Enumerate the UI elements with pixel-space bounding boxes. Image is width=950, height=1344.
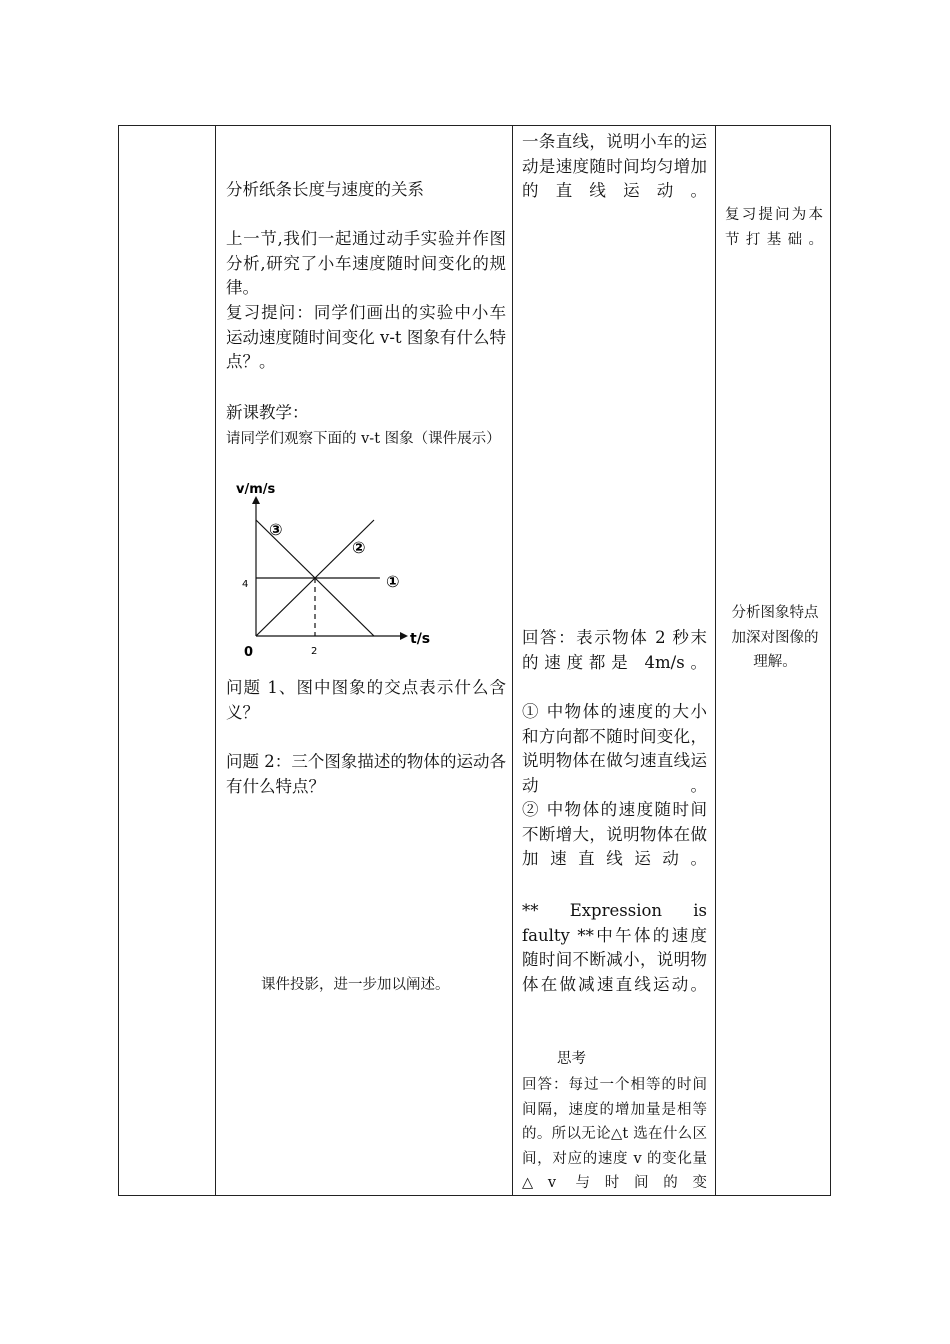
- column-divider: [215, 126, 216, 1195]
- note-review: 复习提问为本节打基础。: [725, 207, 823, 248]
- col3-top-text: 一条直线，说明小车的运动是速度随时间均匀增加的直线运动。: [522, 132, 707, 200]
- column-divider: [512, 126, 513, 1195]
- answer-2: 回答：每过一个相等的时间间隔，速度的增加量是相等的。所以无论△t 选在什么区间，对应的速度 v 的变化量△v 与时间的变: [522, 1077, 707, 1191]
- col2-review-question: 复习提问：同学们画出的实验中小车运动速度随时间变化 v-t 图象有什么特点？。: [226, 303, 506, 371]
- note-analysis: 分析图象特点加深对图像的理解。: [731, 605, 819, 670]
- answer-motion-2: ② 中物体的速度随时间不断增大，说明物体在做加速直线运动。: [522, 800, 707, 868]
- lesson-table: [118, 125, 831, 1196]
- projection-note: 课件投影，进一步加以阐述。: [261, 977, 450, 993]
- vt-chart: [226, 476, 466, 661]
- answer-motion-3: ** Expression is faulty **中午体的速度随时间不断减小，说明物体在做减速直线运动。: [522, 901, 707, 994]
- answer-1: 回答：表示物体 2 秒末的速度都是 4m/s。: [522, 628, 707, 672]
- question-1: 问题 1、图中图象的交点表示什么含义？: [226, 678, 506, 722]
- x-tick-label: 2: [311, 646, 318, 657]
- col2-new-lesson: 新课教学：: [226, 403, 309, 422]
- y-axis-label: v/m/s: [236, 482, 276, 497]
- col2-intro: 上一节,我们一起通过动手实验并作图分析,研究了小车速度随时间变化的规律。: [226, 229, 506, 297]
- column-divider: [715, 126, 716, 1195]
- series-label-3: ③: [269, 520, 283, 539]
- think-label: 思考: [557, 1051, 586, 1067]
- question-2: 问题 2：三个图象描述的物体的运动各有什么特点？: [226, 752, 506, 796]
- col2-observe: 请同学们观察下面的 v-t 图象（课件展示）: [226, 431, 501, 447]
- origin-label: 0: [244, 645, 254, 660]
- series-label-1: ①: [386, 572, 400, 591]
- series-label-2: ②: [352, 538, 366, 557]
- x-axis-label: t/s: [410, 631, 431, 647]
- y-tick-label: 4: [242, 579, 249, 590]
- col2-heading: 分析纸条长度与速度的关系: [226, 180, 424, 199]
- answer-motion-1: ① 中物体的速度的大小和方向都不随时间变化，说明物体在做匀速直线运动。: [522, 702, 707, 795]
